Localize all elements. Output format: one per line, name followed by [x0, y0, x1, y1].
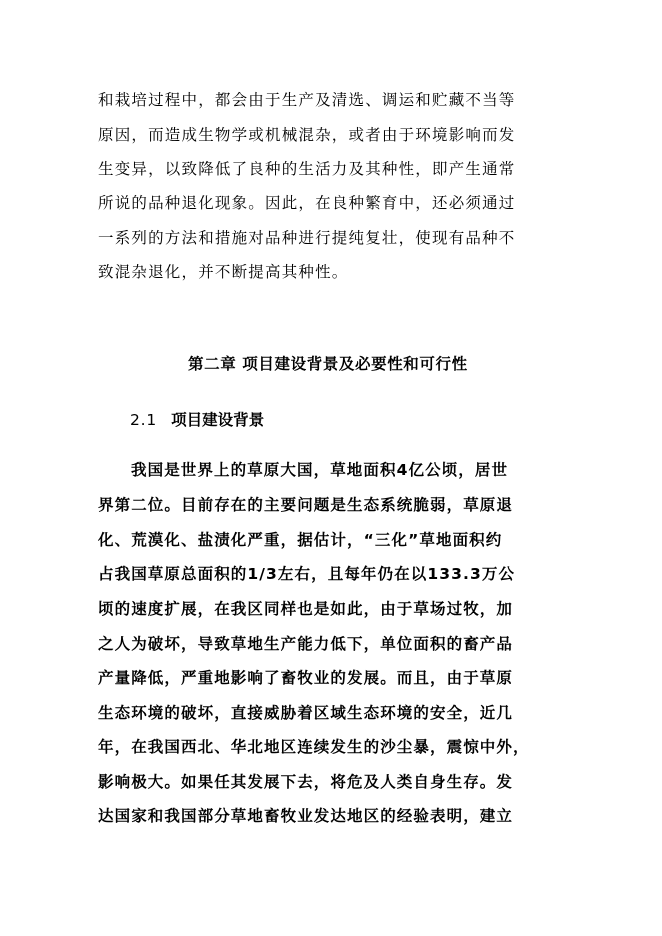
paragraph-2-line-8: 生态环境的破坏，直接威胁着区域生态环境的安全，近几 — [98, 704, 514, 722]
paragraph-2-line-5: 顷的速度扩展，在我区同样也是如此，由于草场过牧，加 — [98, 600, 514, 618]
section-title: 项目建设背景 — [171, 411, 265, 429]
paragraph-2-line-3: 化、荒漠化、盐渍化严重，据估计，“三化”草地面积约 — [98, 531, 503, 549]
section-heading — [130, 410, 264, 430]
paragraph-2-line-10: 影响极大。如果任其发展下去，将危及人类自身生存。发 — [98, 773, 514, 791]
paragraph-2-line-6: 之人为破坏，导致草地生产能力低下，单位面积的畜产品 — [98, 635, 514, 653]
section-number: 2.1 — [130, 411, 158, 429]
paragraph-1-line-2: 原因，而造成生物学或机械混杂，或者由于环境影响而发 — [98, 126, 516, 144]
paragraph-2-line-9: 年，在我国西北、华北地区连续发生的沙尘暴，震惊中外， — [98, 738, 530, 756]
paragraph-1-line-1: 和栽培过程中，都会由于生产及清选、调运和贮藏不当等 — [98, 91, 516, 109]
paragraph-2-line-4: 占我国草原总面积的1/3左右，且每年仍在以133.3万公 — [98, 565, 516, 583]
paragraph-1-line-3: 生变异，以致降低了良种的生活力及其种性，即产生通常 — [98, 160, 516, 178]
paragraph-1-line-5: 一系列的方法和措施对品种进行提纯复壮，使现有品种不 — [98, 229, 516, 247]
paragraph-1-line-4: 所说的品种退化现象。因此，在良种繁育中，还必须通过 — [98, 194, 516, 212]
paragraph-2-line-11: 达国家和我国部分草地畜牧业发达地区的经验表明，建立 — [98, 807, 514, 825]
paragraph-2-line-1: 我国是世界上的草原大国，草地面积4亿公顷，居世 — [131, 461, 509, 479]
paragraph-2-line-2: 界第二位。目前存在的主要问题是生态系统脆弱，草原退 — [98, 496, 514, 514]
chapter-heading: 第二章 项目建设背景及必要性和可行性 — [188, 355, 468, 373]
paragraph-1-line-6: 致混杂退化，并不断提高其种性。 — [98, 263, 349, 281]
paragraph-2-line-7: 产量降低，严重地影响了畜牧业的发展。而且，由于草原 — [98, 669, 514, 687]
